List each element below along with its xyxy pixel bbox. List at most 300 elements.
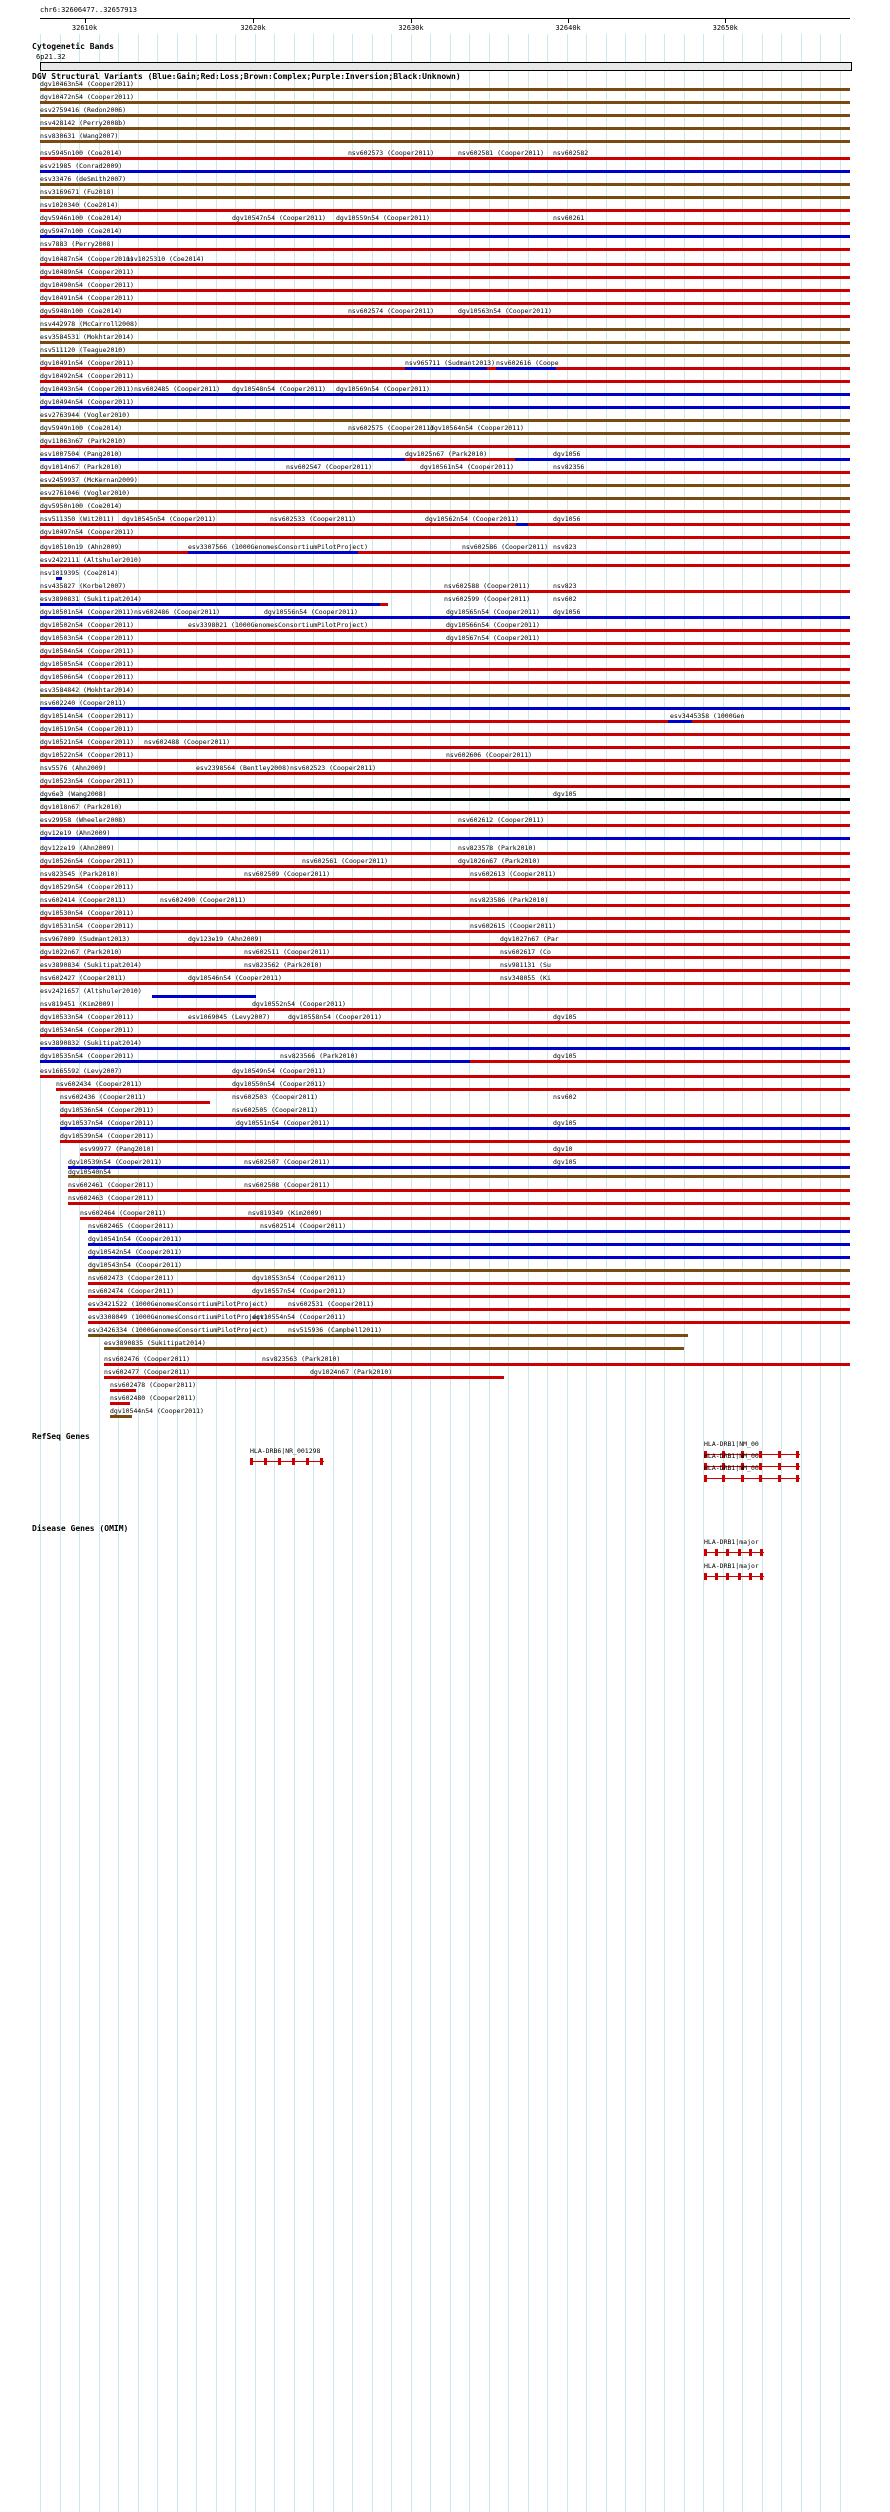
variant-bar[interactable] (40, 419, 850, 422)
variant-bar[interactable] (470, 878, 554, 881)
variant-label: esv2398564 (Bentley2008) (196, 764, 290, 772)
variant-bar[interactable] (40, 393, 850, 396)
variant-label: dgv10493n54 (Cooper2011) (40, 385, 134, 393)
variant-track[interactable] (0, 558, 890, 567)
variant-bar[interactable] (60, 1114, 850, 1117)
variant-track[interactable] (0, 623, 890, 632)
gene-exon (292, 1458, 295, 1465)
variant-track[interactable] (0, 636, 890, 645)
variant-bar[interactable] (40, 785, 850, 788)
variant-label: nsv602503 (Cooper2011) (232, 1093, 319, 1101)
gene-exon (306, 1458, 309, 1465)
variant-label: dgv10523n54 (Cooper2011) (40, 777, 134, 785)
variant-label: dgv10567n54 (Cooper2011) (446, 634, 540, 642)
variant-track[interactable] (0, 242, 890, 251)
variant-track[interactable] (0, 190, 890, 199)
variant-track[interactable] (0, 989, 890, 998)
variant-label: dgv10521n54 (Cooper2011) (40, 738, 134, 746)
variant-bar[interactable] (40, 497, 850, 500)
variant-label: nsv602514 (Cooper2011) (260, 1222, 347, 1230)
variant-bar[interactable] (40, 235, 850, 238)
variant-track[interactable] (0, 296, 890, 305)
variant-label: esv3890834 (Sukitipat2014) (40, 961, 142, 969)
variant-bar[interactable] (668, 720, 692, 723)
gene-exon (715, 1573, 718, 1580)
variant-track[interactable] (0, 413, 890, 422)
variant-track[interactable] (0, 309, 890, 318)
variant-bar[interactable] (40, 603, 380, 606)
variant-track[interactable] (0, 818, 890, 827)
variant-label: dgv10544n54 (Cooper2011) (110, 1407, 204, 1415)
variant-track[interactable] (0, 1196, 890, 1205)
variant-bar[interactable] (56, 1088, 850, 1091)
variant-track[interactable] (0, 1183, 890, 1192)
variant-track[interactable] (0, 270, 890, 279)
variant-track[interactable] (0, 597, 890, 606)
variant-track[interactable] (0, 257, 890, 266)
variant-track[interactable] (0, 283, 890, 292)
variant-label: esv3890835 (Sukitipat2014) (104, 1339, 206, 1347)
variant-bar[interactable] (40, 917, 850, 920)
variant-track[interactable] (0, 584, 890, 593)
variant-bar[interactable] (40, 681, 850, 684)
variant-bar[interactable] (40, 354, 850, 357)
variant-bar[interactable] (458, 824, 554, 827)
variant-bar[interactable] (40, 510, 850, 513)
variant-bar[interactable] (40, 969, 850, 972)
variant-bar[interactable] (348, 157, 444, 160)
variant-track[interactable] (0, 1357, 890, 1366)
variant-track[interactable] (0, 740, 890, 749)
ruler-tick (568, 18, 569, 23)
gene-exon (722, 1475, 725, 1482)
variant-bar[interactable] (60, 1140, 850, 1143)
variant-bar[interactable] (80, 1217, 850, 1220)
variant-bar[interactable] (40, 865, 850, 868)
variant-bar[interactable] (40, 170, 850, 173)
variant-track[interactable] (0, 649, 890, 658)
variant-bar[interactable] (40, 302, 850, 305)
variant-bar[interactable] (188, 982, 258, 985)
variant-label: nsv1025310 (Coe2014) (126, 255, 205, 263)
variant-label: dgv5947n100 (Coe2014) (40, 227, 123, 235)
variant-bar[interactable] (40, 824, 850, 827)
variant-label: dgv5950n100 (Coe2014) (40, 502, 123, 510)
variant-bar[interactable] (40, 209, 850, 212)
variant-bar[interactable] (80, 1153, 850, 1156)
variant-track[interactable] (0, 1396, 890, 1405)
variant-track[interactable] (0, 387, 890, 396)
variant-bar[interactable] (160, 904, 268, 907)
variant-track[interactable] (0, 1069, 890, 1078)
variant-label: nsv602588 (Cooper2011) (444, 582, 531, 590)
variant-label: dgv10491n54 (Cooper2011) (40, 294, 134, 302)
variant-bar[interactable] (40, 222, 850, 225)
variant-bar[interactable] (40, 341, 850, 344)
variant-label: nsv602240 (Cooper2011) (40, 699, 127, 707)
variant-bar[interactable] (60, 1101, 210, 1104)
variant-bar[interactable] (68, 1166, 850, 1169)
variant-label: nsv602473 (Cooper2011) (88, 1274, 175, 1282)
variant-track[interactable] (0, 1263, 890, 1272)
variant-track[interactable] (0, 82, 890, 91)
variant-bar[interactable] (40, 471, 850, 474)
variant-bar[interactable] (110, 1402, 130, 1405)
variant-track[interactable] (0, 753, 890, 762)
variant-bar[interactable] (40, 746, 850, 749)
variant-bar[interactable] (348, 315, 444, 318)
variant-track[interactable] (0, 885, 890, 894)
variant-track[interactable] (0, 374, 890, 383)
variant-bar[interactable] (40, 878, 850, 881)
variant-track[interactable] (0, 950, 890, 959)
variant-bar[interactable] (286, 471, 346, 474)
variant-bar[interactable] (104, 1376, 504, 1379)
variant-label: dgv10529n54 (Cooper2011) (40, 883, 134, 891)
variant-label: dgv10472n54 (Cooper2011) (40, 93, 134, 101)
variant-track[interactable] (0, 229, 890, 238)
variant-track[interactable] (0, 1341, 890, 1350)
variant-track[interactable] (0, 571, 890, 580)
variant-track[interactable] (0, 675, 890, 684)
variant-track[interactable] (0, 610, 890, 619)
variant-track[interactable] (0, 203, 890, 212)
ruler-tick-label: 32640k (555, 24, 581, 32)
variant-bar[interactable] (40, 772, 850, 775)
variant-bar[interactable] (40, 1008, 850, 1011)
variant-track[interactable] (0, 322, 890, 331)
variant-label: dgv105 (553, 1013, 577, 1021)
variant-track[interactable] (0, 108, 890, 117)
variant-bar[interactable] (405, 367, 487, 370)
variant-bar[interactable] (88, 1308, 850, 1311)
variant-track[interactable] (0, 465, 890, 474)
variant-bar[interactable] (425, 523, 509, 526)
variant-bar[interactable] (188, 943, 448, 946)
variant-track[interactable] (0, 426, 890, 435)
variant-bar[interactable] (40, 157, 850, 160)
variant-track[interactable] (0, 1121, 890, 1130)
variant-label: dgv10522n54 (Cooper2011) (40, 751, 134, 759)
variant-bar[interactable] (40, 445, 850, 448)
variant-bar[interactable] (40, 956, 850, 959)
omim-gene[interactable] (704, 1562, 764, 1582)
variant-track[interactable] (0, 1224, 890, 1233)
variant-track[interactable] (0, 766, 890, 775)
variant-bar[interactable] (60, 1127, 850, 1130)
variant-label: dgv10540n54 (68, 1168, 112, 1176)
variant-bar[interactable] (336, 222, 432, 225)
variant-bar[interactable] (244, 969, 314, 972)
variant-label: dgv10569n54 (Cooper2011) (336, 385, 430, 393)
variant-track[interactable] (0, 1134, 890, 1143)
variant-bar[interactable] (56, 577, 62, 580)
variant-bar[interactable] (40, 668, 850, 671)
variant-bar[interactable] (40, 114, 850, 117)
ruler-tick (253, 18, 254, 23)
variant-track[interactable] (0, 1082, 890, 1091)
variant-bar[interactable] (40, 406, 850, 409)
variant-bar[interactable] (40, 328, 850, 331)
variant-track[interactable] (0, 1409, 890, 1418)
variant-bar[interactable] (40, 811, 850, 814)
variant-bar[interactable] (40, 590, 850, 593)
variant-bar[interactable] (40, 315, 850, 318)
variant-bar[interactable] (88, 1321, 850, 1324)
variant-label: nsv1019395 (Coe2014) (40, 569, 119, 577)
variant-bar[interactable] (40, 183, 850, 186)
variant-track[interactable] (0, 1370, 890, 1379)
gene-exon (796, 1475, 799, 1482)
variant-bar[interactable] (40, 432, 850, 435)
variant-label: nsv5576 (Ahn2009) (40, 764, 107, 772)
variant-bar[interactable] (40, 759, 850, 762)
variant-label: nsv82356 (553, 463, 585, 471)
variant-bar[interactable] (458, 315, 554, 318)
variant-bar[interactable] (40, 564, 850, 567)
variant-bar[interactable] (40, 720, 850, 723)
variant-track[interactable] (0, 662, 890, 671)
variant-bar[interactable] (40, 1034, 850, 1037)
variant-bar[interactable] (88, 1230, 850, 1233)
gene-exon (726, 1573, 729, 1580)
variant-track[interactable] (0, 688, 890, 697)
variant-label: nsv602573 (Cooper2011) (348, 149, 435, 157)
variant-bar[interactable] (40, 88, 850, 91)
variant-track[interactable] (0, 792, 890, 801)
variant-label: dgv11063n67 (Park2010) (40, 437, 127, 445)
variant-bar[interactable] (152, 995, 256, 998)
ruler-tick (725, 18, 726, 23)
variant-track[interactable] (0, 1054, 890, 1063)
variant-bar[interactable] (244, 878, 354, 881)
variant-bar[interactable] (40, 127, 850, 130)
gene-line (704, 1552, 764, 1553)
variant-bar[interactable] (405, 458, 515, 461)
variant-label: nsv602 (553, 595, 577, 603)
variant-track[interactable] (0, 545, 890, 554)
variant-label: esv33476 (deSmith2007) (40, 175, 127, 183)
variant-bar[interactable] (40, 655, 850, 658)
variant-bar[interactable] (88, 1269, 850, 1272)
variant-bar[interactable] (40, 551, 850, 554)
variant-track[interactable] (0, 1276, 890, 1285)
variant-label: dgv10490n54 (Cooper2011) (40, 281, 134, 289)
variant-track[interactable] (0, 1028, 890, 1037)
variant-track[interactable] (0, 491, 890, 500)
variant-label: nsv602465 (Cooper2011) (88, 1222, 175, 1230)
variant-bar[interactable] (68, 1189, 850, 1192)
variant-track[interactable] (0, 1328, 890, 1337)
variant-bar[interactable] (40, 629, 226, 632)
variant-track[interactable] (0, 1108, 890, 1117)
variant-track[interactable] (0, 1160, 890, 1169)
variant-label: dgv10539n54 (Cooper2011) (60, 1132, 154, 1140)
variant-track[interactable] (0, 1041, 890, 1050)
variant-bar[interactable] (104, 1347, 684, 1350)
variant-track[interactable] (0, 701, 890, 710)
variant-track[interactable] (0, 1015, 890, 1024)
variant-track[interactable] (0, 1315, 890, 1324)
variant-label: nsv602613 (Cooper2011) (470, 870, 557, 878)
variant-label: nsv428142 (Perry2008b) (40, 119, 127, 127)
variant-bar[interactable] (40, 101, 850, 104)
variant-track[interactable] (0, 177, 890, 186)
variant-track[interactable] (0, 335, 890, 344)
variant-track[interactable] (0, 805, 890, 814)
variant-label: nsv602617 (Co (500, 948, 551, 956)
variant-bar[interactable] (40, 289, 850, 292)
variant-label: dgv10535n54 (Cooper2011) (40, 1052, 134, 1060)
variant-bar[interactable] (40, 733, 850, 736)
variant-bar[interactable] (40, 930, 850, 933)
variant-bar[interactable] (244, 956, 344, 959)
variant-track[interactable] (0, 504, 890, 513)
variant-track[interactable] (0, 530, 890, 539)
variant-bar[interactable] (104, 1363, 850, 1366)
variant-track[interactable] (0, 1302, 890, 1311)
variant-track[interactable] (0, 727, 890, 736)
variant-track[interactable] (0, 963, 890, 972)
variant-track[interactable] (0, 478, 890, 487)
refseq-section-title: RefSeq Genes (32, 1432, 90, 1441)
variant-bar[interactable] (110, 1415, 132, 1418)
variant-track[interactable] (0, 1237, 890, 1246)
variant-track[interactable] (0, 361, 890, 370)
variant-track[interactable] (0, 439, 890, 448)
variant-track[interactable] (0, 859, 890, 868)
variant-bar[interactable] (40, 642, 850, 645)
variant-track[interactable] (0, 779, 890, 788)
variant-track[interactable] (0, 937, 890, 946)
variant-track[interactable] (0, 348, 890, 357)
refseq-gene[interactable] (250, 1447, 324, 1467)
variant-label: dgv10549n54 (Cooper2011) (232, 1067, 326, 1075)
gene-exon (760, 1549, 763, 1556)
variant-track[interactable] (0, 1211, 890, 1220)
variant-bar[interactable] (40, 837, 850, 840)
variant-bar[interactable] (88, 1256, 850, 1259)
variant-label: nsv602434 (Cooper2011) (56, 1080, 143, 1088)
gene-exon (759, 1463, 762, 1470)
variant-track[interactable] (0, 911, 890, 920)
variant-label: dgv5946n100 (Coe2014) (40, 214, 123, 222)
variant-label: nsv602531 (Cooper2011) (288, 1300, 375, 1308)
variant-track[interactable] (0, 846, 890, 855)
variant-track[interactable] (0, 517, 890, 526)
variant-bar[interactable] (40, 1060, 470, 1063)
variant-track[interactable] (0, 831, 890, 840)
omim-section-title: Disease Genes (OMIM) (32, 1524, 129, 1533)
variant-track[interactable] (0, 400, 890, 409)
omim-gene[interactable] (704, 1538, 764, 1558)
variant-label: nsv602461 (Cooper2011) (68, 1181, 155, 1189)
variant-bar[interactable] (40, 694, 850, 697)
variant-track[interactable] (0, 976, 890, 985)
variant-bar[interactable] (40, 380, 850, 383)
variant-bar[interactable] (40, 536, 850, 539)
variant-label: dgv1025n67 (Park2010) (405, 450, 488, 458)
gene-exon (320, 1458, 323, 1465)
variant-bar[interactable] (40, 1021, 850, 1024)
variant-label: nsv981131 (Su (500, 961, 551, 969)
variant-track[interactable] (0, 151, 890, 160)
variant-bar[interactable] (496, 367, 556, 370)
variant-track[interactable] (0, 898, 890, 907)
variant-track[interactable] (0, 1095, 890, 1104)
variant-track[interactable] (0, 452, 890, 461)
variant-bar[interactable] (110, 1389, 136, 1392)
variant-track[interactable] (0, 924, 890, 933)
variant-track[interactable] (0, 1383, 890, 1392)
variant-bar[interactable] (40, 248, 850, 251)
variant-bar[interactable] (380, 603, 388, 606)
variant-bar[interactable] (40, 276, 850, 279)
variant-track[interactable] (0, 872, 890, 881)
variant-label: dgv10505n54 (Cooper2011) (40, 660, 134, 668)
variant-bar[interactable] (40, 140, 850, 143)
refseq-gene[interactable] (704, 1464, 800, 1484)
variant-track[interactable] (0, 1289, 890, 1298)
variant-bar[interactable] (40, 616, 850, 619)
gene-label: HLA-DRB1|major (704, 1562, 759, 1570)
variant-label: dgv10514n54 (Cooper2011) (40, 712, 134, 720)
variant-track[interactable] (0, 134, 890, 143)
variant-track[interactable] (0, 1147, 890, 1156)
variant-bar[interactable] (40, 1075, 850, 1078)
ruler-line (40, 18, 850, 19)
variant-track[interactable] (0, 95, 890, 104)
variant-label: dgv10561n54 (Cooper2011) (420, 463, 514, 471)
variant-label: nsv511120 (Teague2010) (40, 346, 127, 354)
variant-label: esv3398021 (1000GenomesConsortiumPilotProject) (188, 621, 369, 629)
variant-bar[interactable] (68, 1175, 850, 1178)
variant-bar[interactable] (40, 1047, 850, 1050)
variant-bar[interactable] (88, 1295, 850, 1298)
variant-bar[interactable] (516, 523, 528, 526)
gene-exon (749, 1549, 752, 1556)
variant-track[interactable] (0, 164, 890, 173)
variant-track[interactable] (0, 1002, 890, 1011)
variant-bar[interactable] (40, 982, 850, 985)
variant-bar[interactable] (188, 551, 358, 554)
variant-track[interactable] (0, 1250, 890, 1259)
variant-track[interactable] (0, 1170, 890, 1179)
variant-bar[interactable] (458, 157, 546, 160)
variant-label: nsv602616 (Coope (496, 359, 559, 367)
variant-bar[interactable] (88, 1334, 688, 1337)
variant-bar[interactable] (40, 484, 850, 487)
variant-bar[interactable] (88, 1282, 850, 1285)
variant-bar[interactable] (232, 222, 328, 225)
variant-bar[interactable] (88, 1243, 850, 1246)
variant-bar[interactable] (302, 865, 412, 868)
variant-bar[interactable] (40, 852, 850, 855)
variant-label: dgv10554n54 (Cooper2011) (252, 1313, 346, 1321)
variant-bar[interactable] (40, 263, 850, 266)
variant-bar[interactable] (40, 196, 850, 199)
variant-bar[interactable] (68, 1202, 850, 1205)
variant-label: nsv602480 (Cooper2011) (110, 1394, 197, 1402)
variant-bar[interactable] (40, 707, 850, 710)
variant-track[interactable] (0, 216, 890, 225)
variant-label: dgv1022n67 (Park2010) (40, 948, 123, 956)
variant-bar[interactable] (40, 891, 850, 894)
variant-bar[interactable] (166, 772, 286, 775)
variant-track[interactable] (0, 714, 890, 723)
variant-track[interactable] (0, 121, 890, 130)
variant-bar[interactable] (40, 798, 850, 801)
